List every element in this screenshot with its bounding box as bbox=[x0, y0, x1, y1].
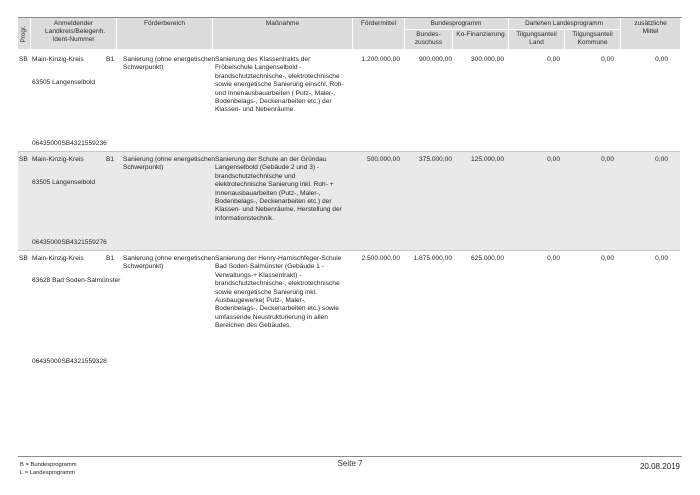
cell-bereich: Sanierung (ohne energetischen Schwerpunkt) bbox=[123, 156, 216, 172]
header-bundesprogramm: Bundesprogramm bbox=[430, 20, 482, 27]
cell-landkreis: Main-Kinzig-Kreis bbox=[32, 255, 84, 262]
header-antragsteller: Anmeldender Landkreis/Belegenh. Ident-Nummer bbox=[30, 18, 116, 49]
cell-programm: SB bbox=[19, 156, 28, 163]
cell-ident: 06435000SB4321559236 bbox=[32, 140, 107, 147]
table-row bbox=[18, 152, 680, 250]
cell-tilgung-land: 0,00 bbox=[547, 156, 560, 163]
header-tilgung-land: Tilgungsanteil Land bbox=[508, 30, 564, 49]
cell-tilgung-kommune: 0,00 bbox=[601, 255, 614, 262]
cell-programm: SB bbox=[19, 255, 28, 262]
row-separator bbox=[18, 250, 680, 251]
table-row bbox=[18, 255, 680, 373]
cell-kofinanzierung: 300.000,00 bbox=[470, 56, 504, 63]
header-tilgung-kommune: Tilgungsanteil Kommune bbox=[564, 30, 620, 49]
cell-bundeszuschuss: 375.000,00 bbox=[418, 156, 452, 163]
cell-landkreis: Main-Kinzig-Kreis bbox=[32, 56, 84, 63]
header-darlehen: Darlehen Landesprogramm bbox=[525, 20, 603, 27]
legend-landesprogramm: L = Landesprogramm bbox=[20, 469, 76, 476]
print-date: 20.08.2019 bbox=[639, 462, 680, 471]
cell-programm: SB bbox=[19, 56, 28, 63]
cell-code: B1 bbox=[106, 56, 115, 63]
cell-bereich: Sanierung (ohne energetischen Schwerpunkt) bbox=[123, 255, 216, 271]
cell-ident: 06435000SB4321559276 bbox=[32, 239, 107, 246]
header-massnahme: Maßnahme bbox=[212, 18, 352, 49]
cell-foerdermittel: 1.200.000,00 bbox=[361, 56, 400, 63]
footer-rule bbox=[18, 456, 682, 457]
cell-bereich: Sanierung (ohne energetischen Schwerpunkt) bbox=[123, 56, 216, 72]
cell-foerdermittel: 500.000,00 bbox=[366, 156, 400, 163]
cell-ort: 63505 Langenselbold bbox=[32, 79, 96, 86]
cell-bundeszuschuss: 900.000,00 bbox=[418, 56, 452, 63]
cell-massnahme: Sanierung der Schule an der Gründau Langenselbold (Gebäude 2 und 3) - brandschutztechnische und elektrotechnische Sanierung inkl. Roh- + Innenausbauarbeiten (Putz-, Maler-, Bodenbelags-, Deckenarbeiten etc.) der Klassen- und Nebenräume, Herstellung der Informationstechnik. bbox=[215, 156, 342, 222]
cell-foerdermittel: 2.500.000,00 bbox=[361, 255, 400, 262]
cell-ort: 63628 Bad Soden-Salmünster bbox=[32, 277, 121, 284]
cell-tilgung-kommune: 0,00 bbox=[601, 56, 614, 63]
cell-tilgung-land: 0,00 bbox=[547, 255, 560, 262]
header-bundeszuschuss: Bundes-zuschuss bbox=[404, 30, 452, 49]
legend-bundesprogramm: B = Bundesprogramm bbox=[20, 462, 77, 468]
header-kofinanzierung: Ko-Finanzierung bbox=[452, 30, 508, 49]
cell-zusaetzlich: 0,00 bbox=[655, 156, 668, 163]
table-row bbox=[18, 56, 680, 150]
cell-massnahme: Sanierung der Henry-Harnischfeger-Schule Bad Soden-Salmünster (Gebäude 1 -Verwaltungs-+ Klassentrakt) - brandschutztechnische-, elektrotechnische sowie energetische Sanierung inkl. Ausbaugewerke( Putz-, Maler-, Bodenbelags-, Deckenarbeiten etc.) sowie umfassende Neustrukturierung in allen Bereichen des Gebäudes. bbox=[215, 255, 342, 330]
cell-massnahme: Sanierung des Klassentrakts der Fröbelschule Langenselbold - brandschutztechnische-, elektrotechnische sowie energetische Sanierung einschl. Roh- und Innenausbauarbeiten ( Putz-, Maler-, Bodenbelags-, Deckenarbeiten etc.) der Klassen- und Nebenräume. bbox=[215, 56, 344, 114]
cell-code: B1 bbox=[106, 255, 115, 262]
cell-kofinanzierung: 625.000,00 bbox=[470, 255, 504, 262]
header-zusaetzliche-mittel: zusätzliche Mittel bbox=[620, 18, 680, 49]
cell-zusaetzlich: 0,00 bbox=[655, 56, 668, 63]
cell-kofinanzierung: 125.000,00 bbox=[470, 156, 504, 163]
cell-tilgung-kommune: 0,00 bbox=[601, 156, 614, 163]
header-foerdermittel: Fördermittel bbox=[352, 18, 404, 49]
cell-tilgung-land: 0,00 bbox=[547, 56, 560, 63]
header-foerderbereich: Förderbereich bbox=[116, 18, 212, 49]
cell-ort: 63505 Langenselbold bbox=[32, 179, 96, 186]
cell-landkreis: Main-Kinzig-Kreis bbox=[32, 156, 84, 163]
cell-zusaetzlich: 0,00 bbox=[655, 255, 668, 262]
header-programm: Progr. bbox=[20, 25, 27, 43]
table-header bbox=[18, 18, 680, 49]
page-number: Seite 7 bbox=[337, 459, 363, 468]
cell-bundeszuschuss: 1.875.000,00 bbox=[413, 255, 452, 262]
cell-ident: 06435000SB4321559328 bbox=[32, 358, 107, 365]
cell-code: B1 bbox=[106, 156, 115, 163]
